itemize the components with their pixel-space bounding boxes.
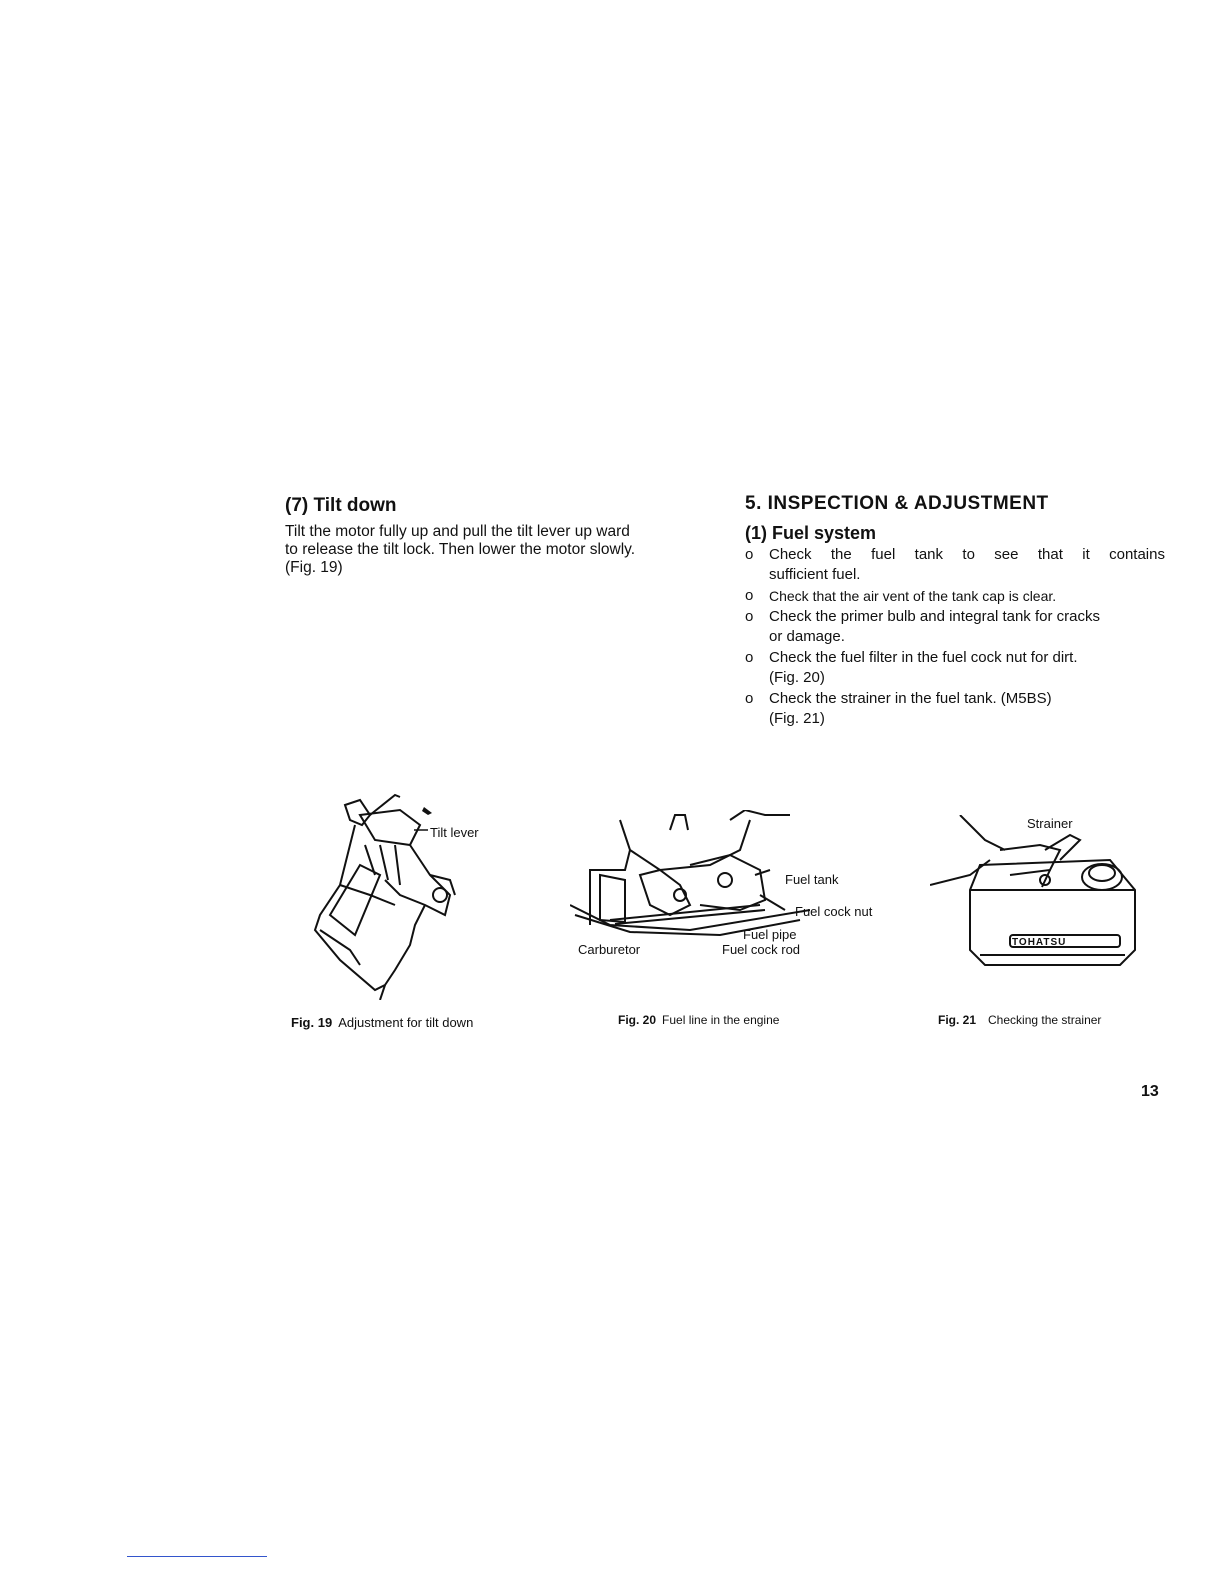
fig19-caption xyxy=(291,1015,473,1030)
fig19-caption-text: Adjustment for tilt down xyxy=(338,1015,474,1030)
list-item xyxy=(745,586,1165,606)
label-strainer: Strainer xyxy=(1027,816,1073,831)
page-number: 13 xyxy=(1141,1083,1159,1100)
list-item-line: Check the fuel filter in the fuel cock nut for dirt. xyxy=(769,649,1078,666)
footer-divider xyxy=(127,1556,267,1557)
list-item-line: Check the fuel tank to see that it contains xyxy=(769,546,1165,563)
fig21-number: Fig. 21 xyxy=(938,1013,977,1027)
bullet-icon: o xyxy=(745,546,754,563)
label-fuel-cock-rod: Fuel cock rod xyxy=(722,942,801,957)
fig20-number: Fig. 20 xyxy=(618,1013,657,1027)
fuel-line-drawing xyxy=(570,810,810,940)
paragraph-line: to release the tilt lock. Then lower the motor slowly. xyxy=(285,541,636,558)
list-item-line: (Fig. 21) xyxy=(769,710,825,727)
section-heading-inspection: 5. INSPECTION & ADJUSTMENT xyxy=(745,493,1049,514)
paragraph-line: (Fig. 19) xyxy=(285,559,343,576)
label-tilt-lever: Tilt lever xyxy=(430,825,479,840)
fuel-tank-strainer-drawing xyxy=(930,815,1160,975)
fig21-caption xyxy=(938,1013,1101,1027)
tilt-mechanism-drawing xyxy=(300,785,510,1000)
section-heading-tilt-down: (7) Tilt down xyxy=(285,495,397,516)
bullet-icon: o xyxy=(745,587,754,604)
list-item-line: (Fig. 20) xyxy=(769,669,825,686)
list-item-line: Check that the air vent of the tank cap is clear. xyxy=(769,588,1057,604)
list-item xyxy=(745,545,1165,585)
tilt-down-paragraph xyxy=(285,523,705,577)
list-item xyxy=(745,648,1165,688)
list-item-line: Check the primer bulb and integral tank for cracks xyxy=(769,608,1100,625)
paragraph-line: Tilt the motor fully up and pull the tilt lever up ward xyxy=(285,523,630,540)
bullet-icon: o xyxy=(745,608,754,625)
fig19-number: Fig. 19 xyxy=(291,1015,333,1030)
fig21-illustration xyxy=(930,815,1160,975)
list-item xyxy=(745,689,1165,729)
label-fuel-cock-nut: Fuel cock nut xyxy=(795,904,873,919)
label-fuel-tank: Fuel tank xyxy=(785,872,839,887)
fig19-illustration xyxy=(300,785,510,1000)
subheading-fuel-system: (1) Fuel system xyxy=(745,523,877,543)
list-item-line: sufficient fuel. xyxy=(769,566,861,583)
fig20-illustration xyxy=(570,810,810,940)
tank-brand-logo: TOHATSU xyxy=(1012,937,1067,948)
bullet-icon: o xyxy=(745,649,754,666)
list-item-line: Check the strainer in the fuel tank. (M5BS) xyxy=(769,690,1052,707)
bullet-icon: o xyxy=(745,690,754,707)
fig21-caption-text: Checking the strainer xyxy=(988,1013,1102,1027)
fig20-caption-text: Fuel line in the engine xyxy=(662,1013,780,1027)
list-item-line: or damage. xyxy=(769,628,845,645)
fuel-system-checklist xyxy=(745,545,1165,730)
fig20-caption xyxy=(618,1013,779,1027)
label-fuel-pipe: Fuel pipe xyxy=(743,927,797,942)
label-carburetor: Carburetor xyxy=(578,942,641,957)
list-item xyxy=(745,607,1165,647)
